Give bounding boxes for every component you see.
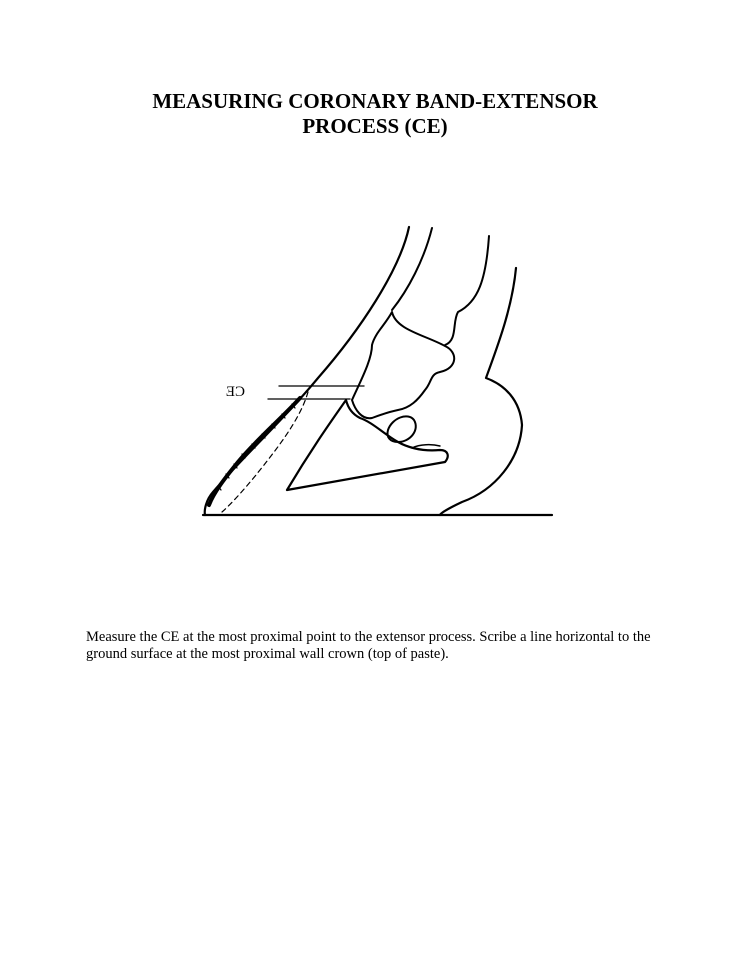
pastern-back <box>445 236 489 345</box>
ce-label: CE <box>225 384 245 400</box>
page-title-line-1: MEASURING CORONARY BAND-EXTENSOR <box>152 89 598 113</box>
ce-label-group <box>226 384 245 400</box>
heel-outline <box>440 268 522 515</box>
inner-wall-dashed <box>222 392 308 512</box>
caption-text: Measure the CE at the most proximal point to the extensor process. Scribe a line horizontal to the ground surface at the most proximal wall crown (top of paste). <box>86 629 651 662</box>
page-title-line-2: PROCESS (CE) <box>302 114 448 138</box>
wall-paste-texture <box>218 404 295 490</box>
short-pastern-bone <box>352 312 454 418</box>
pastern-front-inner <box>392 228 432 310</box>
hoof-wall-front <box>205 227 409 515</box>
coffin-bone-detail <box>412 445 440 448</box>
